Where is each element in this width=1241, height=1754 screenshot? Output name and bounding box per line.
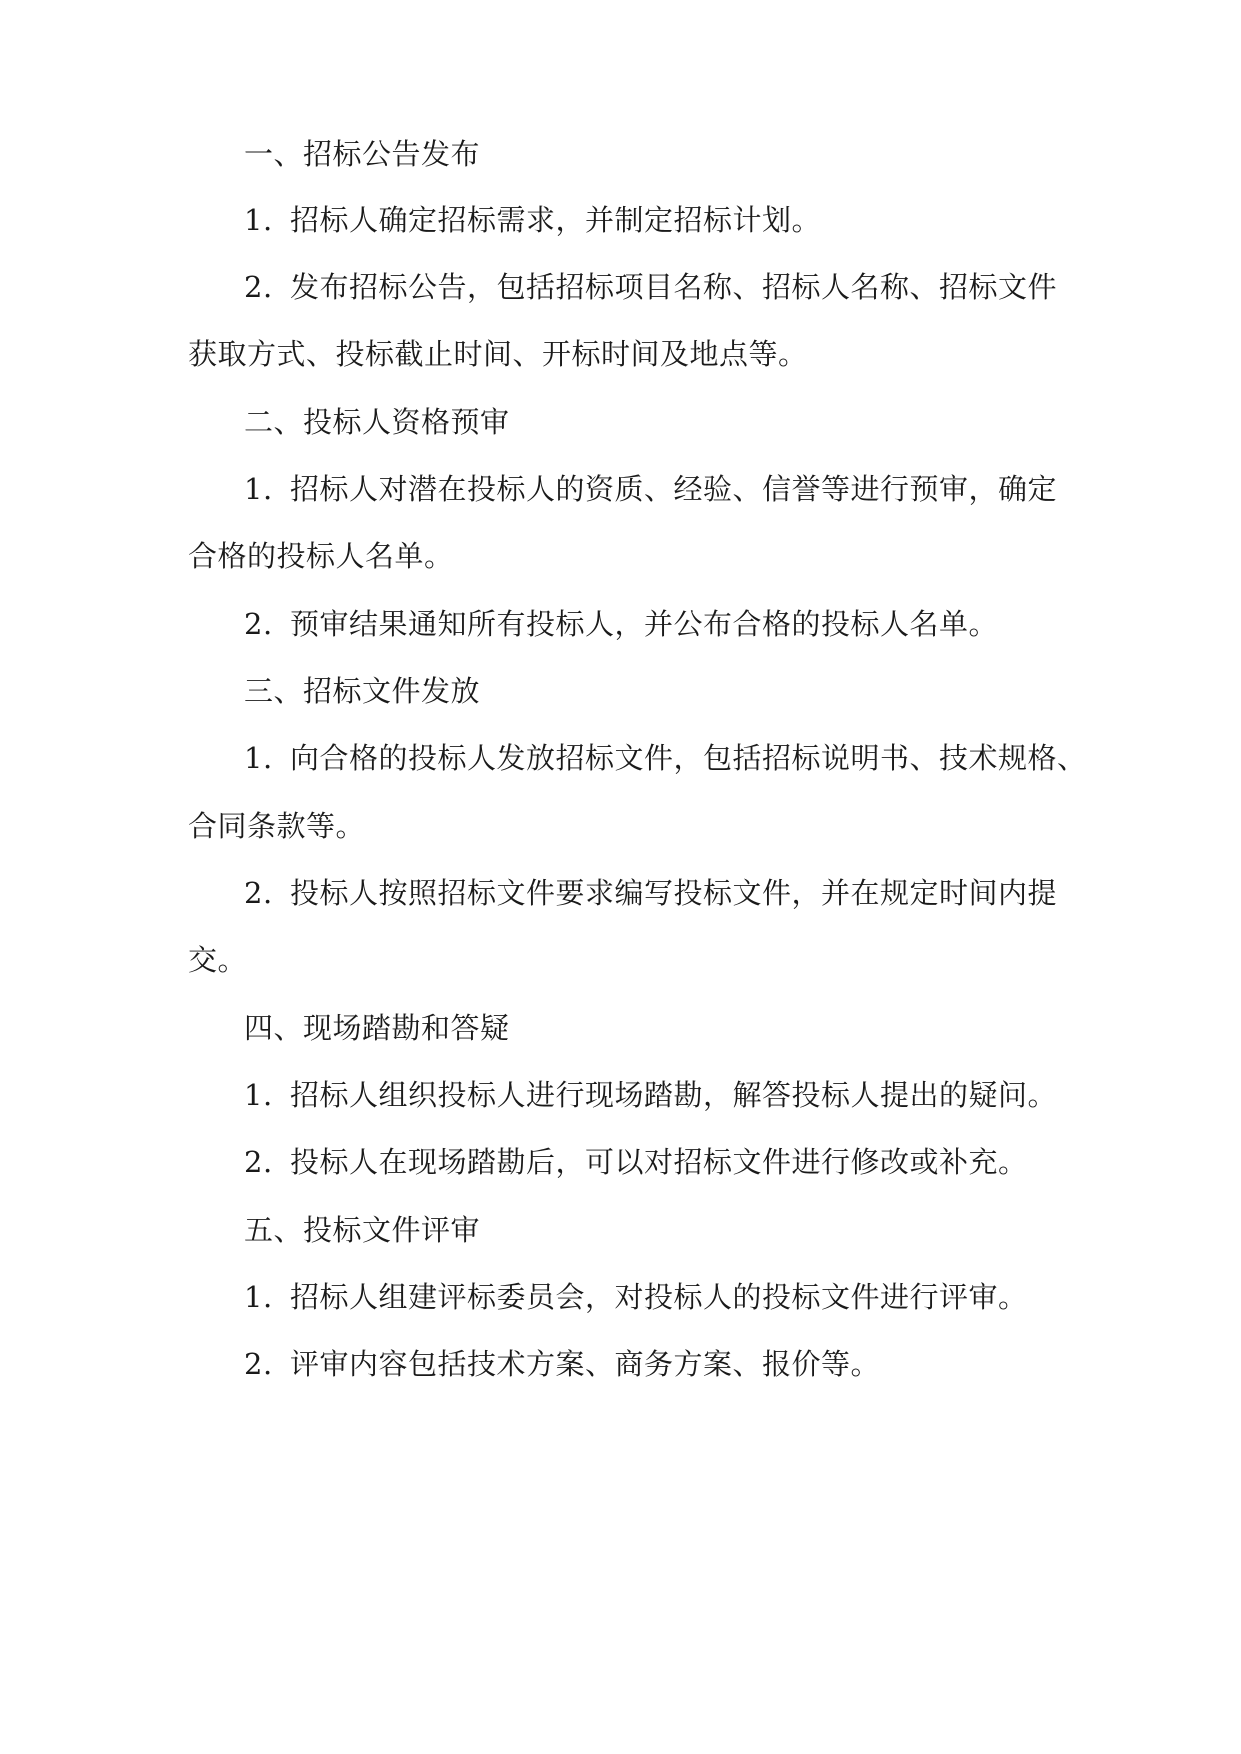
list-item-5-2 <box>244 1344 880 1384</box>
list-item-4-1 <box>244 1075 1057 1115</box>
list-item-5-1 <box>244 1277 1028 1317</box>
list-item-1-2-continuation: 获取方式、投标截止时间、开标时间及地点等。 <box>188 337 808 371</box>
list-item-2-1 <box>244 469 1057 509</box>
list-item-3-1-continuation: 合同条款等。 <box>188 809 366 843</box>
item-number: 1. <box>244 472 273 506</box>
section-heading-4: 四、现场踏勘和答疑 <box>244 1011 510 1045</box>
item-number: 1. <box>244 203 273 237</box>
list-item-2-2 <box>244 604 998 644</box>
item-text: 招标人确定招标需求，并制定招标计划。 <box>290 203 822 237</box>
list-item-3-1 <box>244 738 1087 778</box>
list-item-1-1 <box>244 200 821 240</box>
item-number: 1. <box>244 1078 273 1112</box>
item-text: 招标人组织投标人进行现场踏勘，解答投标人提出的疑问。 <box>290 1078 1058 1112</box>
section-heading-3: 三、招标文件发放 <box>244 674 481 708</box>
item-text: 招标人对潜在投标人的资质、经验、信誉等进行预审，确定 <box>290 472 1058 506</box>
section-heading-2: 二、投标人资格预审 <box>244 405 510 439</box>
item-number: 2. <box>244 607 273 641</box>
list-item-1-2 <box>244 267 1057 307</box>
item-text: 预审结果通知所有投标人，并公布合格的投标人名单。 <box>290 607 999 641</box>
list-item-3-2 <box>244 873 1057 913</box>
item-text: 投标人按照招标文件要求编写投标文件，并在规定时间内提 <box>290 876 1058 910</box>
item-number: 2. <box>244 1347 273 1381</box>
list-item-3-2-continuation: 交。 <box>188 943 248 977</box>
section-heading-1: 一、招标公告发布 <box>244 137 481 171</box>
item-text: 发布招标公告，包括招标项目名称、招标人名称、招标文件 <box>290 270 1058 304</box>
item-text: 招标人组建评标委员会，对投标人的投标文件进行评审。 <box>290 1280 1028 1314</box>
item-number: 1. <box>244 741 273 775</box>
section-heading-5: 五、投标文件评审 <box>244 1213 481 1247</box>
item-number: 2. <box>244 1145 273 1179</box>
item-number: 2. <box>244 876 273 910</box>
item-text: 评审内容包括技术方案、商务方案、报价等。 <box>290 1347 881 1381</box>
list-item-2-1-continuation: 合格的投标人名单。 <box>188 539 454 573</box>
item-text: 向合格的投标人发放招标文件，包括招标说明书、技术规格、 <box>290 741 1087 775</box>
item-number: 2. <box>244 270 273 304</box>
list-item-4-2 <box>244 1142 1028 1182</box>
item-text: 投标人在现场踏勘后，可以对招标文件进行修改或补充。 <box>290 1145 1028 1179</box>
item-number: 1. <box>244 1280 273 1314</box>
